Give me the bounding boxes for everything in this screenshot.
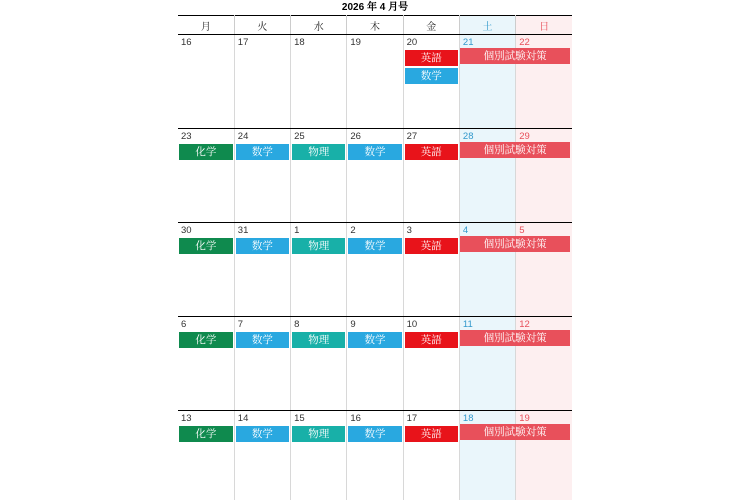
calendar-header-row [178,16,572,35]
day-events [460,237,515,238]
day-events [178,143,234,160]
calendar-week-row [178,223,572,317]
day-number: 10 [406,319,418,330]
day-events [347,331,402,348]
calendar-day-cell[interactable] [291,223,347,317]
day-number: 12 [519,319,530,330]
event-chip-span[interactable]: 個別試験対策 [460,142,570,158]
event-chip[interactable]: 英語 [405,50,458,66]
day-events [347,237,402,254]
day-events [235,425,290,442]
day-number: 31 [237,225,249,236]
day-number: 16 [181,37,192,48]
calendar-day-cell[interactable] [516,129,572,223]
day-number: 16 [350,413,361,424]
event-chip[interactable]: 数学 [236,426,289,442]
calendar-day-cell[interactable] [234,129,290,223]
day-number: 27 [406,131,418,142]
calendar-dow-火: 火 [234,16,290,35]
calendar-day-cell[interactable] [459,129,515,223]
day-events [404,331,459,348]
day-number: 9 [350,319,356,330]
day-events [235,143,290,160]
day-events [178,331,234,348]
day-events [516,49,572,50]
calendar-day-cell[interactable] [516,35,572,129]
day-events [460,49,515,50]
day-events [291,331,346,348]
calendar-day-cell[interactable] [347,223,403,317]
day-events [291,143,346,160]
calendar-day-cell[interactable] [459,223,515,317]
day-events [178,237,234,254]
event-chip[interactable]: 化学 [179,144,233,160]
calendar-day-cell[interactable] [516,223,572,317]
day-number: 20 [406,37,418,48]
day-events [460,143,515,144]
day-number: 21 [462,37,474,48]
event-chip-span[interactable]: 個別試験対策 [460,48,570,64]
day-events [291,425,346,442]
day-events [235,331,290,348]
calendar-week-row [178,129,572,223]
event-chip[interactable]: 物理 [292,144,345,160]
day-number: 6 [181,319,187,330]
day-number: 2 [350,225,356,236]
event-chip[interactable]: 数学 [405,68,458,84]
day-events [404,143,459,160]
calendar-day-cell[interactable] [516,317,572,411]
event-chip[interactable]: 数学 [236,238,289,254]
day-number: 1 [294,225,300,236]
calendar-table [178,15,572,500]
event-chip[interactable]: 数学 [348,144,401,160]
calendar-day-cell[interactable] [403,35,459,129]
calendar-dow-日: 日 [516,16,572,35]
event-chip[interactable]: 化学 [179,238,233,254]
calendar-week-row [178,411,572,500]
day-events [460,425,515,426]
day-number: 28 [462,131,474,142]
day-events [291,49,346,50]
event-chip[interactable]: 英語 [405,238,458,254]
day-number: 22 [519,37,530,48]
day-number: 15 [294,413,305,424]
day-number: 25 [294,131,305,142]
day-number: 17 [237,37,249,48]
day-number: 18 [294,37,305,48]
calendar-week-row [178,35,572,129]
calendar-day-cell[interactable] [234,317,290,411]
event-chip[interactable]: 化学 [179,332,233,348]
day-events [235,237,290,254]
calendar-day-cell[interactable] [234,223,290,317]
event-chip[interactable]: 物理 [292,238,345,254]
day-number: 17 [406,413,418,424]
event-chip[interactable]: 数学 [236,332,289,348]
day-number: 18 [462,413,474,424]
day-events [178,425,234,442]
calendar-day-cell[interactable] [347,35,403,129]
day-events [347,49,402,50]
day-number: 24 [237,131,249,142]
calendar-day-cell[interactable] [459,35,515,129]
day-number: 26 [350,131,361,142]
day-events [235,49,290,50]
day-number: 4 [462,225,469,236]
day-number: 7 [237,319,244,330]
day-events [460,331,515,332]
day-events [516,425,572,426]
event-chip[interactable]: 英語 [405,144,458,160]
calendar-day-cell[interactable] [459,317,515,411]
day-number: 14 [237,413,249,424]
calendar-dow-水: 水 [291,16,347,35]
day-number: 23 [181,131,192,142]
calendar-day-cell[interactable] [403,223,459,317]
calendar-day-cell[interactable] [291,317,347,411]
calendar-day-cell[interactable] [403,317,459,411]
calendar-dow-木: 木 [347,16,403,35]
day-events [404,237,459,254]
day-number: 30 [181,225,192,236]
calendar-day-cell[interactable] [403,129,459,223]
event-chip[interactable]: 数学 [348,426,401,442]
calendar-day-cell[interactable] [291,35,347,129]
day-events [178,49,234,50]
event-chip[interactable]: 数学 [348,332,401,348]
day-events [516,143,572,144]
day-number: 11 [462,319,473,330]
day-number: 3 [406,225,412,236]
day-events [347,425,402,442]
calendar-dow-金: 金 [403,16,459,35]
day-events [516,237,572,238]
calendar-week-row [178,317,572,411]
event-chip[interactable]: 数学 [236,144,289,160]
day-events [347,143,402,160]
event-chip-span[interactable]: 個別試験対策 [460,424,570,440]
day-events [516,331,572,332]
calendar-day-cell[interactable] [234,411,290,500]
event-chip-span[interactable]: 個別試験対策 [460,330,570,346]
calendar-day-cell[interactable] [347,317,403,411]
calendar-day-cell[interactable] [347,411,403,500]
event-chip[interactable]: 物理 [292,426,345,442]
day-number: 8 [294,319,300,330]
day-number: 13 [181,413,192,424]
calendar-dow-月: 月 [178,16,234,35]
calendar-day-cell[interactable] [291,129,347,223]
calendar-day-cell[interactable] [291,411,347,500]
day-number: 19 [519,413,530,424]
event-chip[interactable]: 物理 [292,332,345,348]
event-chip-span[interactable]: 個別試験対策 [460,236,570,252]
calendar-day-cell[interactable] [403,411,459,500]
day-events [404,49,459,84]
event-chip[interactable]: 英語 [405,332,458,348]
day-events [291,237,346,254]
calendar-title: 2026 年 4 月号 [341,2,409,13]
monthly-calendar [178,0,572,500]
calendar-dow-土: 土 [459,16,515,35]
day-number: 5 [519,225,525,236]
event-chip[interactable]: 英語 [405,426,458,442]
day-number: 19 [350,37,361,48]
event-chip[interactable]: 数学 [348,238,401,254]
event-chip[interactable]: 化学 [179,426,233,442]
day-events [404,425,459,442]
calendar-day-cell[interactable] [234,35,290,129]
calendar-day-cell[interactable] [347,129,403,223]
day-number: 29 [519,131,530,142]
